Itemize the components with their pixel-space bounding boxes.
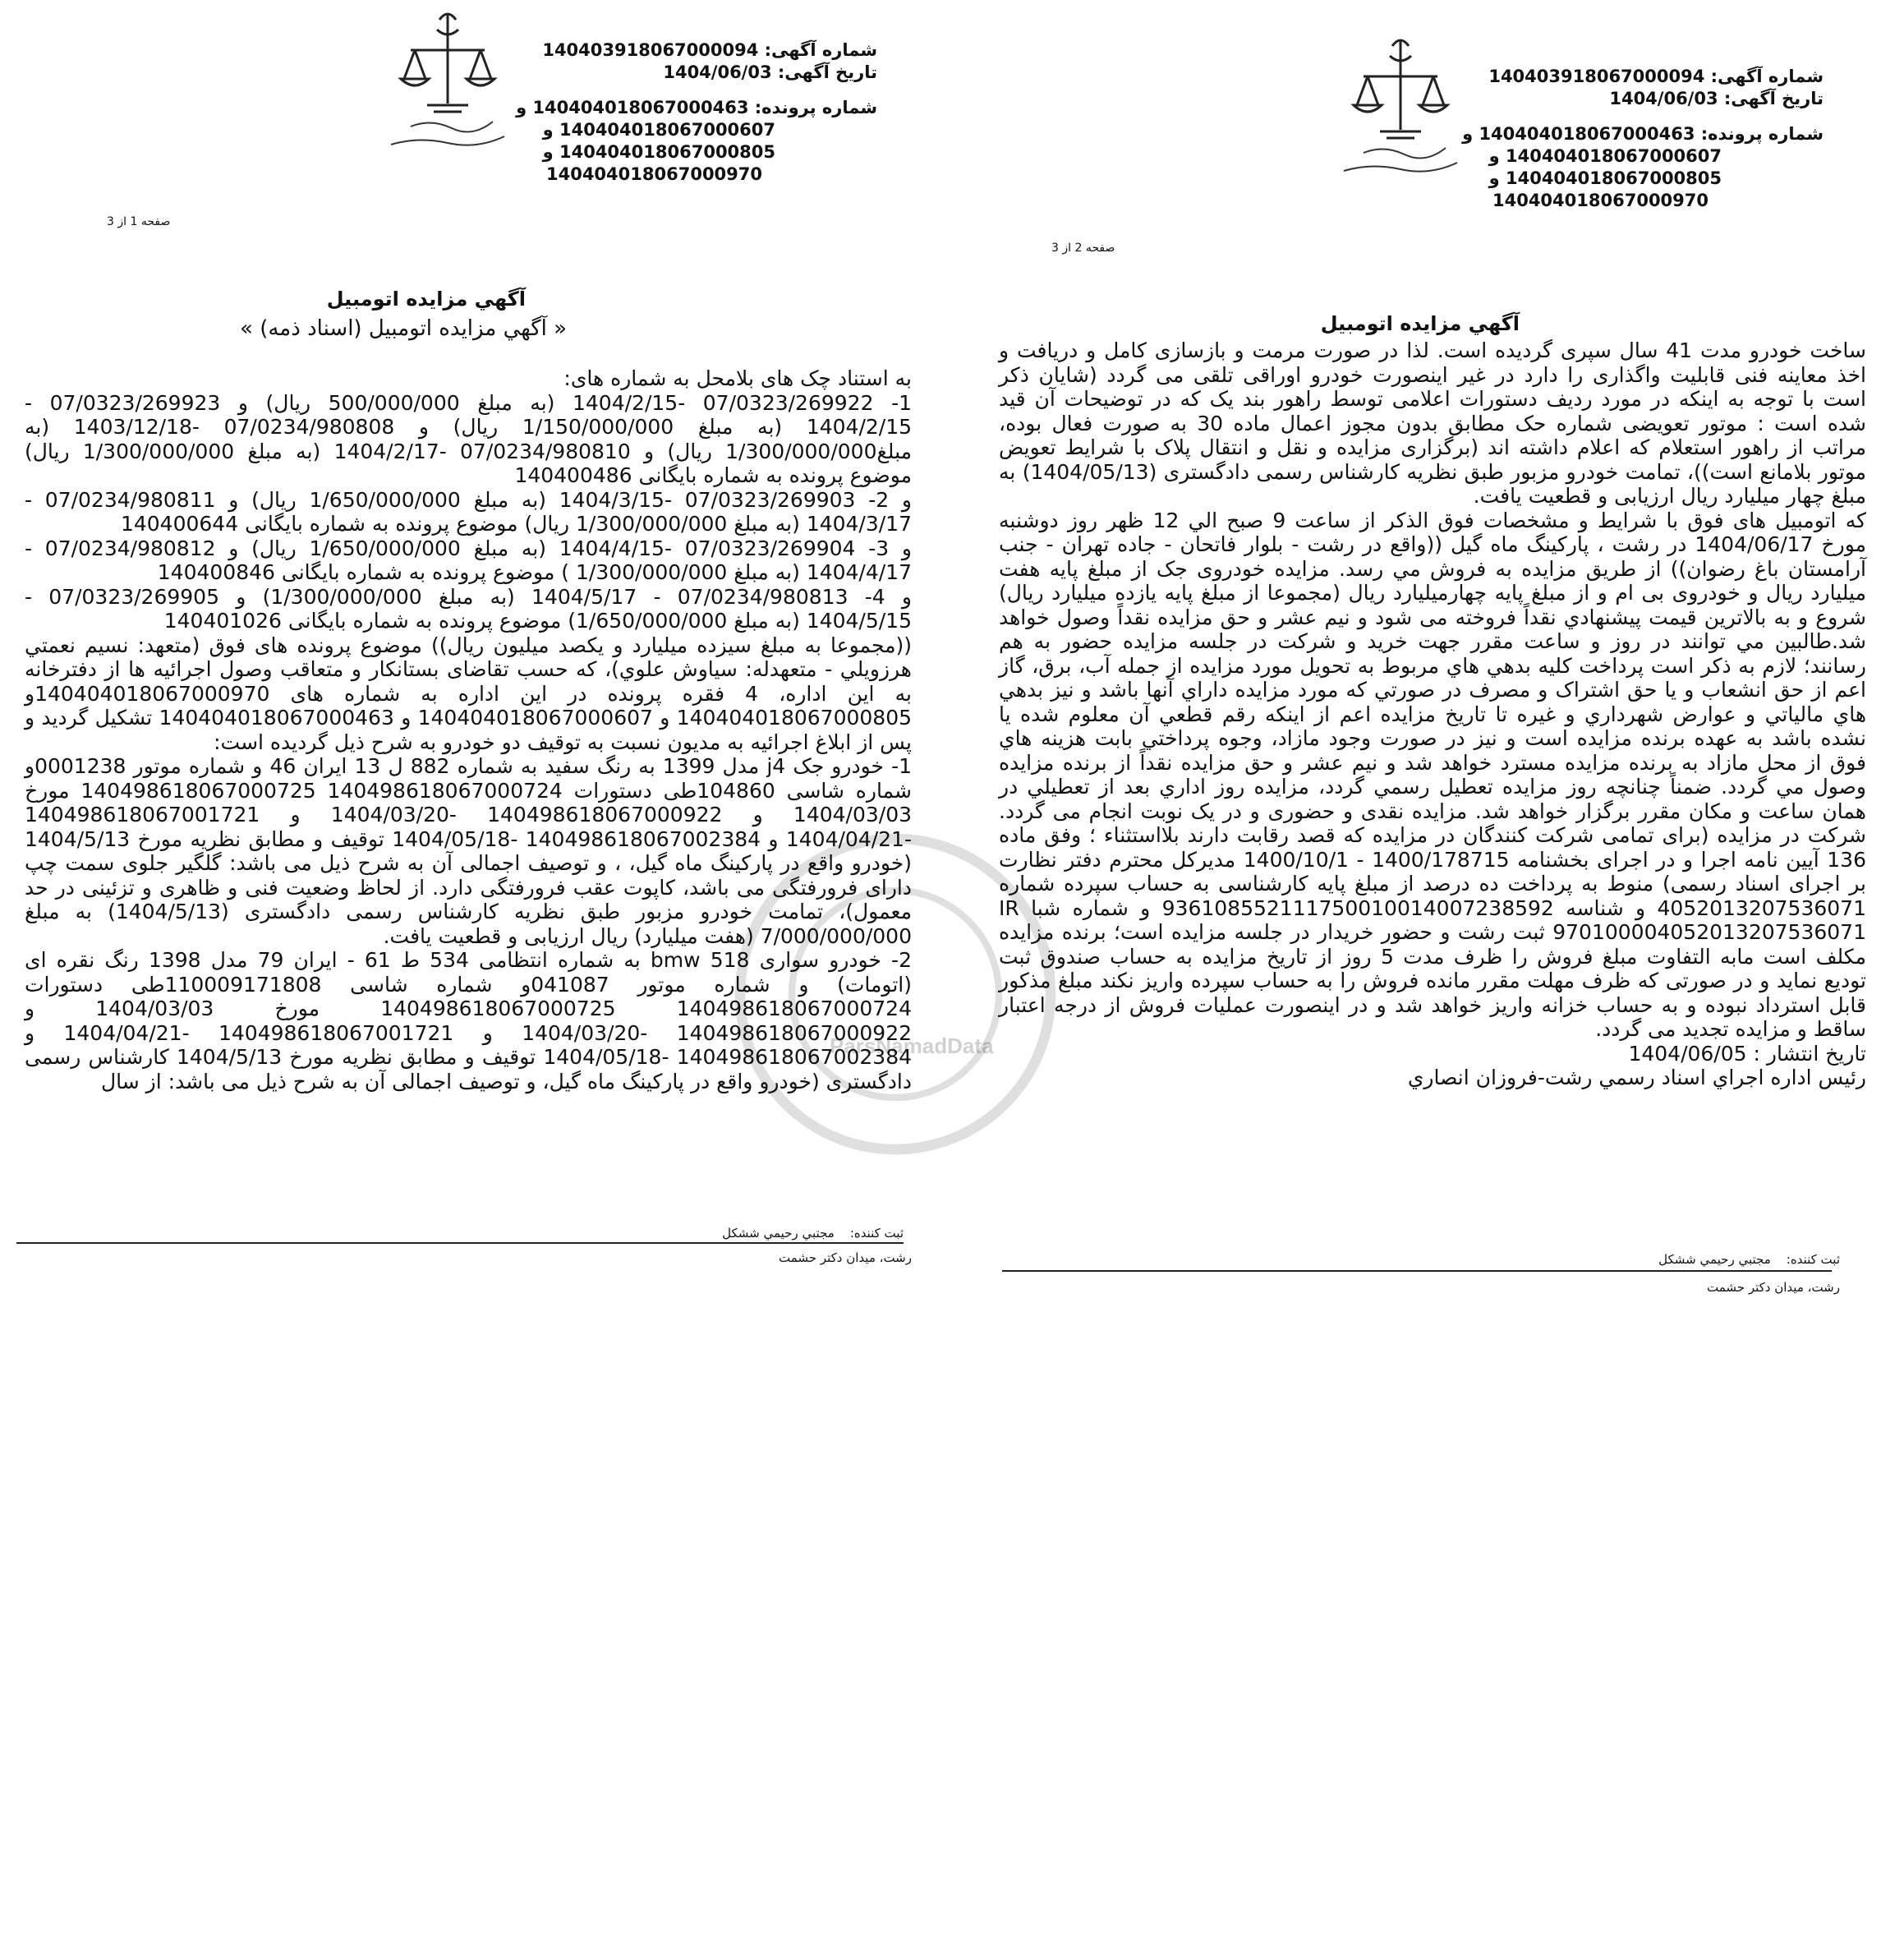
file-number: 140404018067000805 و <box>1488 168 1722 188</box>
page-number: صفحه 1 از 3 <box>107 215 171 228</box>
file-number-label: شماره پرونده: <box>1700 124 1824 144</box>
watermark-text: ParsNamadData <box>830 1034 994 1058</box>
judiciary-emblem-icon <box>1339 31 1462 179</box>
registrar-label: ثبت كننده: <box>1786 1252 1840 1267</box>
ad-number-row <box>1488 66 1824 88</box>
paragraph: به استناد چک های بلامحل به شماره های: <box>563 366 912 390</box>
document-subtitle: « آگهي مزايده اتومبيل (اسناد ذمه) » <box>240 316 567 341</box>
paragraph: و 3- 07/0323/269904 -1404/4/15 (به مبلغ 1/650/000/000 ريال) و 07/0234/980812 - 1404/4/17 (به مبلغ 1/300/000/000 ) موضوع پرونده به شماره بایگانی 140400846 <box>25 536 912 584</box>
registrar-row <box>1658 1252 1840 1267</box>
publish-date: 1404/06/05 <box>1628 1041 1747 1066</box>
file-number: 140404018067000970 <box>1492 191 1709 210</box>
file-number: 140404018067000970 <box>545 164 762 184</box>
paragraph: ساخت خودرو مدت 41 سال سپری گرديده است. لذا در صورت مرمت و بازسازی كامل و دريافت و اخذ معاينه فنی قابليت واگذاری را دارد در غير اينصورت خودرو اوراقی تلقی می گردد (شايان ذكر است با توجه به اينكه در مورد رديف دستورات اعلامی توسط راهور بند يک كه در توضيحات آن قيد شده است : موتور تعويضی شماره حک مطابق بدون مجوز اعمال ماده 30 به صورت فعال بوده، مراتب از راهور استعلام كه اعلام داشته اند (برگزاری مزايده و نقل و انتقال پلاک با شرايط تعويض موتور بلامانع است))، تمامت خودرو مزبور طبق نظريه كارشناس رسمی دادگستری (1404/05/13) به مبلغ چهار ميليارد ريال ارزيابی و قطعيت يافت. <box>999 338 1867 508</box>
document-body <box>999 338 1866 1090</box>
ad-number-row <box>542 39 877 62</box>
ad-date-row <box>663 62 877 84</box>
office-address: رشت، میدان دکتر حشمت <box>1707 1280 1840 1295</box>
paragraph: 1- 07/0323/269922 -1404/2/15 (به مبلغ 500/000/000 ريال) و 07/0323/269923 - 1404/2/15 (به مبلغ 1/150/000/000 ريال) و 07/0234/980808 -1403/12/18 (به مبلغ1/300/000/000 ريال) و 07/0234/980810 -1404/2/17 (به مبلغ 1/300/000/000 ريال) موضوع پرونده به شماره بایگانی 140400486 <box>25 390 913 487</box>
file-number: 140404018067000463 و <box>516 98 749 117</box>
ad-number: 140403918067000094 <box>1488 67 1705 86</box>
ad-date-row <box>1609 88 1824 110</box>
file-number: 140404018067000607 و <box>1488 146 1722 166</box>
registrar-row <box>722 1226 904 1241</box>
registrar-name: مجتبي رحيمي ششكل <box>1658 1252 1771 1267</box>
paragraph: 2- خودرو سواری bmw 518 به شماره انتظامی 534 ط 61 - ایران 79 مدل 1398 رنگ نقره ای (اتومات) و شماره موتور 041087و شماره شاسی 110009171808طی دستورات 140498618067000724 140498618067000725 مورخ 1404/03/03 و 140498618067000922 -1404/03/20 و 140498618067001721 -1404/04/21 و 140498618067002384 -1404/05/18 توقیف و مطابق نظریه مورخ 1404/5/13 کارشناس رسمی دادگستری (خودرو واقع در پارکینگ ماه گیل، و توصیف اجمالی آن به شرح ذیل می باشد: از سال <box>25 948 913 1093</box>
document-title: آگهي مزايده اتومبيل <box>1320 312 1520 335</box>
file-number: 140404018067000805 و <box>542 142 775 162</box>
document-page-2 <box>945 0 1881 1331</box>
footer-divider <box>1002 1270 1832 1272</box>
office-address: رشت، میدان دکتر حشمت <box>779 1250 912 1265</box>
file-number-label: شماره پرونده: <box>754 98 877 117</box>
judiciary-emblem-icon <box>386 5 509 153</box>
ad-number-label: شماره آگهی: <box>1710 67 1824 86</box>
paragraph: و 4- 07/0234/980813 - 1404/5/17 (به مبلغ 1/300/000/000) و 07/0323/269905 - 1404/5/15 (به مبلغ 1/650/000/000) موضوع پرونده به شماره بایگانی 140401026 <box>25 584 912 633</box>
file-number: 140404018067000607 و <box>542 120 775 140</box>
file-number-block <box>516 97 877 186</box>
watermark-logo-icon <box>723 822 1068 1167</box>
ad-number: 140403918067000094 <box>542 40 759 60</box>
paragraph: و 2- 07/0323/269903 -1404/3/15 (به مبلغ 1/650/000/000 ريال) و 07/0234/980811 - 1404/3/17 (به مبلغ 1/300/000/000 ريال) موضوع پرونده به شماره بایگانی 140400644 <box>25 487 912 536</box>
ad-date-label: تاریخ آگهی: <box>777 62 877 82</box>
file-number: 140404018067000463 و <box>1462 124 1695 144</box>
ad-date-label: تاریخ آگهی: <box>1723 89 1824 108</box>
footer-divider <box>16 1242 904 1244</box>
publish-date-label: تاریخ انتشار : <box>1753 1041 1866 1066</box>
publish-date-row <box>999 1042 1866 1066</box>
registrar-name: مجتبي رحيمي ششكل <box>722 1226 835 1241</box>
ad-date: 1404/06/03 <box>1609 89 1718 108</box>
ad-number-label: شماره آگهی: <box>764 40 877 60</box>
signatory: رئيس اداره اجراي اسناد رسمي رشت-فروزان انصاري <box>1407 1066 1866 1089</box>
document-title: آگهي مزايده اتومبيل <box>326 288 526 311</box>
ad-date: 1404/06/03 <box>663 62 772 82</box>
paragraph: ((مجموعا به مبلغ سیزده میلیارد و یکصد میلیون ريال)) موضوع پرونده های فوق (متعهد: نسیم نعمتي هرزويلي - متعهدله: سیاوش علوي)، كه حسب تقاضای بستانکار و متعاقب وصول اجرائیه ها از دفترخانه به این اداره، 4 فقره پرونده در این اداره به شماره های 140404018067000970و 140404018067000805 و 140404018067000607 و 140404018067000463 تشکیل گرديد و پس از ابلاغ اجرائیه به مديون نسبت به توقیف دو خودرو به شرح ذیل گردیده است: <box>25 633 913 754</box>
paragraph: 1- خودرو جک j4 مدل 1399 به رنگ سفید به شماره 882 ل 13 ایران 46 و شماره موتور 0001238و شماره شاسی 104860طی دستورات 140498618067000724 140498618067000725 مورخ 1404/03/03 و 140498618067000922 -1404/03/20 و 140498618067001721 -1404/04/21 و 140498618067002384 -1404/05/18 توقیف و مطابق نظریه مورخ 1404/5/13 (خودرو واقع در پارکینگ ماه گیل، ، و توصیف اجمالی آن به شرح ذیل می باشد: گلگیر جلوی سمت چپ دارای فرورفتگی می باشد، کاپوت عقب فرورفتگی دارد. از لحاظ وضعیت فنی و ظاهری و تزئینی در حد معمول)، تمامت خودرو مزبور طبق نظریه کارشناس رسمی دادگستری (1404/5/13) به مبلغ 7/000/000/000 (هفت میلیارد) ريال ارزيابی و قطعیت یافت. <box>25 754 913 948</box>
page-number: صفحه 2 از 3 <box>1051 242 1115 255</box>
registrar-label: ثبت كننده: <box>849 1226 904 1241</box>
paragraph: كه اتومبيل های فوق با شرايط و مشخصات فوق الذكر از ساعت 9 صبح الي 12 ظهر روز دوشنبه مورخ 1404/06/17 در رشت ، پاركينگ ماه گيل ((واقع در رشت - بلوار فاتحان - جاده تهران - جنب آرامستان باغ رضوان)) از طريق مزايده به فروش مي رسد. مزايده خودروی جک از مبلغ پايه هفت ميليارد ريال و خودروی بی ام و از مبلغ پايه چهارميليارد ريال (مجموعا از مبلغ پايه يازده ميليارد ريال) شروع و به بالاترين قيمت پيشنهادي نقداً فروخته می شود و نيم عشر و حق مزايده نقداً وصول خواهد شد.طالبين مي توانند در روز و ساعت مقرر جهت خريد و شركت در جلسه مزايده حضور به هم رسانند؛ لازم به ذكر است پرداخت كليه بدهي هاي مربوط به تحويل مورد مزايده از جمله آب، برق، گاز اعم از حق انشعاب و يا حق اشتراک و مصرف در صورتي كه مورد مزايده داراي آنها باشد و نيز بدهي هاي مالياتي و عوارض شهرداري و غيره تا تاريخ مزايده اعم از اينكه رقم قطعي آن معلوم شده يا نشده باشد به عهده برنده مزايده است و نيز در صورت وجود مازاد، وجوه پرداختي بابت هزينه هاي فوق از محل مازاد به برنده مزايده مسترد خواهد شد و نيم عشر و حق مزايده نقداً از برنده مزايده وصول مي گردد. ضمناً چنانچه روز مزايده تعطيل رسمي گردد، مزايده روز اداري بعد از تعطيلي در همان ساعت و مكان مقرر برگزار خواهد شد. مزايده نقدی و حضوری و در يک نوبت انجام می گردد. شركت در مزايده (برای تمامی شركت كنندگان در مزايده كه قصد رقابت دارند بلااستثناء ؛ وفق ماده 136 آيين نامه اجرا و در اجرای بخشنامه 1400/178715 - 1400/10/1 مديركل محترم دفتر نظارت بر اجرای اسناد رسمی) منوط به پرداخت ده درصد از مبلغ پايه كارشناسی به حساب سپرده شماره 4052013207536071 و شناسه 936108552111750010014007238592 و شماره شبا IR 970100004052013207536071 ثبت رشت و حضور خريدار در جلسه مزايده است؛ برنده مزايده مكلف است مابه التفاوت مبلغ فروش را ظرف مدت 5 روز از تاريخ مزايده به حساب صندوق ثبت توديع نمايد و در صورتی كه ظرف مهلت مقرر مانده فروش را به حساب سپرده واريز نكند مبلغ مذكور قابل استرداد نبوده و به حساب خزانه واريز خواهد شد و در اينصورت عمليات فروش از درجه اعتبار ساقط و مزايده تجديد می گردد. <box>999 508 1866 1041</box>
file-number-block <box>1462 123 1824 212</box>
